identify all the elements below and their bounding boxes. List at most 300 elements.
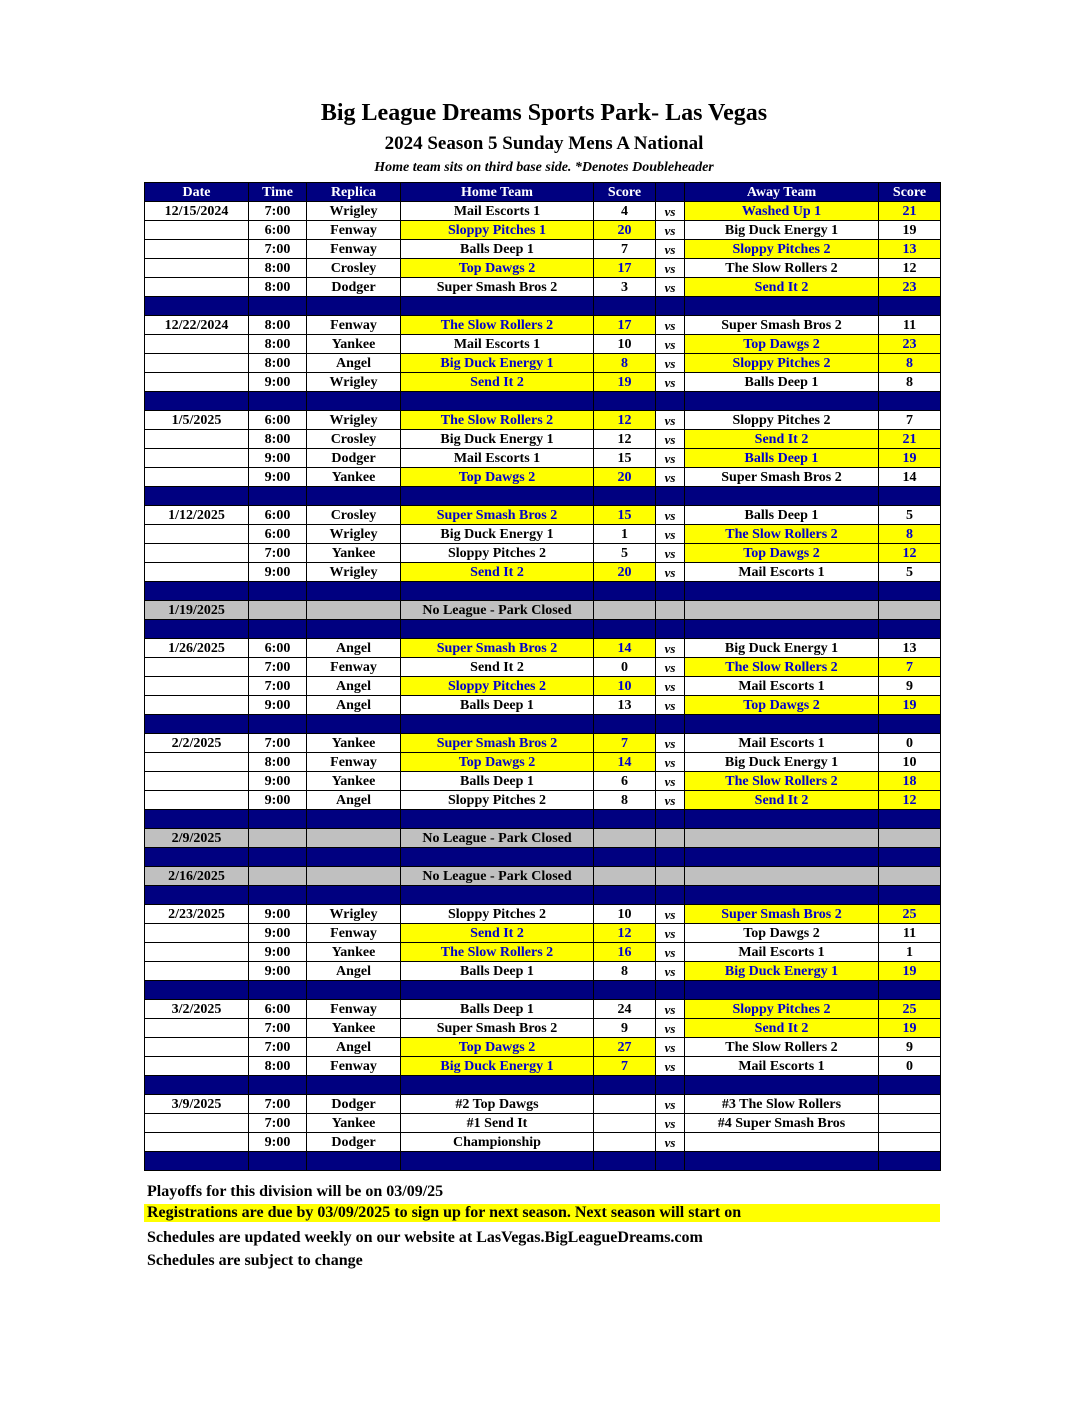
- game-row: [145, 468, 941, 487]
- time-cell: 6:00: [249, 1000, 307, 1019]
- home-team-cell: Big Duck Energy 1: [401, 525, 594, 544]
- date-cell: 1/12/2025: [145, 506, 249, 525]
- separator-cell: [249, 620, 307, 639]
- away-score-cell: 12: [879, 544, 941, 563]
- away-score-cell: 19: [879, 962, 941, 981]
- away-team-cell: Sloppy Pitches 2: [685, 354, 879, 373]
- game-row: [145, 373, 941, 392]
- separator-cell: [879, 392, 941, 411]
- home-score-cell: 10: [594, 335, 656, 354]
- date-cell: [145, 753, 249, 772]
- separator-cell: [401, 810, 594, 829]
- away-team-cell: Mail Escorts 1: [685, 563, 879, 582]
- vs-cell: vs: [656, 259, 685, 278]
- time-cell: 7:00: [249, 1095, 307, 1114]
- home-team-cell: Big Duck Energy 1: [401, 1057, 594, 1076]
- away-team-cell: Top Dawgs 2: [685, 544, 879, 563]
- field-cell: Dodger: [307, 1133, 401, 1152]
- away-score-cell: [879, 1133, 941, 1152]
- separator-cell: [685, 1152, 879, 1171]
- field-cell: Angel: [307, 354, 401, 373]
- vs-cell: vs: [656, 962, 685, 981]
- vs-cell: vs: [656, 240, 685, 259]
- home-team-cell: Send It 2: [401, 373, 594, 392]
- away-team-cell: Big Duck Energy 1: [685, 221, 879, 240]
- away-score-cell: 8: [879, 373, 941, 392]
- home-score-cell: 0: [594, 658, 656, 677]
- vs-cell: vs: [656, 639, 685, 658]
- home-team-cell: Super Smash Bros 2: [401, 639, 594, 658]
- away-team-cell: Big Duck Energy 1: [685, 962, 879, 981]
- separator-cell: [685, 886, 879, 905]
- home-team-cell: Big Duck Energy 1: [401, 354, 594, 373]
- separator-cell: [685, 392, 879, 411]
- separator-cell: [685, 981, 879, 1000]
- separator-cell: [307, 392, 401, 411]
- separator-cell: [656, 297, 685, 316]
- separator-cell: [249, 392, 307, 411]
- empty-cell: [656, 867, 685, 886]
- field-cell: Wrigley: [307, 202, 401, 221]
- separator-cell: [656, 1152, 685, 1171]
- time-cell: 9:00: [249, 1133, 307, 1152]
- vs-cell: vs: [656, 753, 685, 772]
- home-team-cell: Sloppy Pitches 1: [401, 221, 594, 240]
- home-team-cell: Sloppy Pitches 2: [401, 677, 594, 696]
- home-score-cell: [594, 1133, 656, 1152]
- separator-cell: [145, 1076, 249, 1095]
- date-cell: 1/19/2025: [145, 601, 249, 620]
- game-row: [145, 316, 941, 335]
- separator-cell: [879, 810, 941, 829]
- home-team-note: Home team sits on third base side. *Denotes Doubleheader: [374, 160, 714, 175]
- field-cell: Angel: [307, 791, 401, 810]
- away-score-cell: 21: [879, 202, 941, 221]
- time-cell: 6:00: [249, 525, 307, 544]
- home-team-cell: Top Dawgs 2: [401, 259, 594, 278]
- separator-cell: [594, 297, 656, 316]
- vs-cell: vs: [656, 563, 685, 582]
- away-score-cell: 13: [879, 639, 941, 658]
- schedule-table: [144, 182, 941, 1171]
- separator-cell: [685, 1076, 879, 1095]
- time-cell: 6:00: [249, 506, 307, 525]
- vs-cell: vs: [656, 1000, 685, 1019]
- date-cell: [145, 240, 249, 259]
- game-row: [145, 1095, 941, 1114]
- away-team-cell: Sloppy Pitches 2: [685, 1000, 879, 1019]
- separator-cell: [685, 297, 879, 316]
- time-cell: 9:00: [249, 772, 307, 791]
- home-team-cell: Super Smash Bros 2: [401, 506, 594, 525]
- date-cell: [145, 1038, 249, 1057]
- separator-cell: [879, 715, 941, 734]
- time-cell: 9:00: [249, 468, 307, 487]
- away-score-cell: 9: [879, 1038, 941, 1057]
- away-score-cell: 25: [879, 905, 941, 924]
- game-row: [145, 791, 941, 810]
- home-score-cell: 1: [594, 525, 656, 544]
- time-cell: 9:00: [249, 696, 307, 715]
- vs-cell: vs: [656, 449, 685, 468]
- away-score-cell: 11: [879, 316, 941, 335]
- separator-row: [145, 886, 941, 905]
- separator-cell: [145, 848, 249, 867]
- away-score-cell: 9: [879, 677, 941, 696]
- away-score-cell: 10: [879, 753, 941, 772]
- game-row: [145, 411, 941, 430]
- change-note: Schedules are subject to change: [147, 1252, 363, 1269]
- away-team-cell: Mail Escorts 1: [685, 943, 879, 962]
- home-score-cell: 16: [594, 943, 656, 962]
- field-cell: Angel: [307, 677, 401, 696]
- vs-cell: vs: [656, 1019, 685, 1038]
- separator-cell: [879, 848, 941, 867]
- date-cell: [145, 468, 249, 487]
- website-note: Schedules are updated weekly on our website at LasVegas.BigLeagueDreams.com: [147, 1229, 703, 1246]
- away-team-cell: Super Smash Bros 2: [685, 905, 879, 924]
- closed-row: [145, 601, 941, 620]
- home-score-cell: 8: [594, 354, 656, 373]
- separator-cell: [594, 981, 656, 1000]
- vs-cell: vs: [656, 316, 685, 335]
- away-team-cell: Top Dawgs 2: [685, 696, 879, 715]
- time-cell: 9:00: [249, 449, 307, 468]
- closed-notice: No League - Park Closed: [401, 867, 594, 886]
- game-row: [145, 696, 941, 715]
- away-score-cell: 8: [879, 354, 941, 373]
- away-team-cell: Top Dawgs 2: [685, 924, 879, 943]
- home-score-cell: 6: [594, 772, 656, 791]
- empty-cell: [685, 829, 879, 848]
- home-score-cell: 9: [594, 1019, 656, 1038]
- date-cell: [145, 544, 249, 563]
- home-score-cell: 7: [594, 1057, 656, 1076]
- field-cell: Yankee: [307, 1114, 401, 1133]
- field-cell: [307, 829, 401, 848]
- col-header-time: Time: [249, 183, 307, 202]
- empty-cell: [685, 601, 879, 620]
- home-score-cell: 10: [594, 905, 656, 924]
- game-row: [145, 962, 941, 981]
- time-cell: 6:00: [249, 411, 307, 430]
- home-team-cell: Sloppy Pitches 2: [401, 905, 594, 924]
- separator-cell: [656, 886, 685, 905]
- separator-cell: [249, 582, 307, 601]
- away-score-cell: 25: [879, 1000, 941, 1019]
- date-cell: [145, 1019, 249, 1038]
- date-cell: [145, 335, 249, 354]
- vs-cell: vs: [656, 525, 685, 544]
- separator-cell: [656, 620, 685, 639]
- separator-cell: [879, 620, 941, 639]
- separator-cell: [594, 715, 656, 734]
- away-team-cell: [685, 1133, 879, 1152]
- game-row: [145, 240, 941, 259]
- closed-row: [145, 829, 941, 848]
- game-row: [145, 772, 941, 791]
- field-cell: Fenway: [307, 316, 401, 335]
- field-cell: Wrigley: [307, 411, 401, 430]
- game-row: [145, 1133, 941, 1152]
- date-cell: [145, 449, 249, 468]
- closed-notice: No League - Park Closed: [401, 601, 594, 620]
- away-score-cell: [879, 1114, 941, 1133]
- away-score-cell: 14: [879, 468, 941, 487]
- game-row: [145, 544, 941, 563]
- vs-cell: vs: [656, 791, 685, 810]
- separator-cell: [401, 981, 594, 1000]
- time-cell: 8:00: [249, 1057, 307, 1076]
- away-score-cell: 5: [879, 563, 941, 582]
- home-team-cell: Super Smash Bros 2: [401, 1019, 594, 1038]
- time-cell: 7:00: [249, 544, 307, 563]
- separator-cell: [307, 715, 401, 734]
- time-cell: 9:00: [249, 791, 307, 810]
- vs-cell: vs: [656, 1095, 685, 1114]
- separator-cell: [401, 715, 594, 734]
- game-row: [145, 221, 941, 240]
- game-row: [145, 677, 941, 696]
- time-cell: 8:00: [249, 278, 307, 297]
- home-score-cell: 15: [594, 449, 656, 468]
- home-score-cell: 12: [594, 924, 656, 943]
- game-row: [145, 335, 941, 354]
- vs-cell: vs: [656, 943, 685, 962]
- separator-cell: [401, 297, 594, 316]
- col-header-home-team: Home Team: [401, 183, 594, 202]
- away-team-cell: #3 The Slow Rollers: [685, 1095, 879, 1114]
- separator-cell: [656, 392, 685, 411]
- empty-cell: [656, 601, 685, 620]
- away-score-cell: 12: [879, 791, 941, 810]
- table-header-row: [145, 183, 941, 202]
- away-team-cell: Sloppy Pitches 2: [685, 240, 879, 259]
- home-score-cell: 4: [594, 202, 656, 221]
- separator-row: [145, 1076, 941, 1095]
- separator-cell: [145, 981, 249, 1000]
- separator-cell: [145, 620, 249, 639]
- separator-row: [145, 981, 941, 1000]
- vs-cell: vs: [656, 430, 685, 449]
- game-row: [145, 753, 941, 772]
- separator-cell: [249, 886, 307, 905]
- away-team-cell: Balls Deep 1: [685, 506, 879, 525]
- time-cell: 7:00: [249, 1038, 307, 1057]
- separator-cell: [656, 715, 685, 734]
- away-team-cell: Big Duck Energy 1: [685, 639, 879, 658]
- col-header-date: Date: [145, 183, 249, 202]
- game-row: [145, 563, 941, 582]
- playoffs-note: Playoffs for this division will be on 03/09/25: [147, 1183, 444, 1200]
- away-score-cell: 19: [879, 1019, 941, 1038]
- date-cell: [145, 278, 249, 297]
- separator-cell: [685, 810, 879, 829]
- separator-cell: [879, 981, 941, 1000]
- home-score-cell: 24: [594, 1000, 656, 1019]
- separator-cell: [145, 392, 249, 411]
- field-cell: Wrigley: [307, 373, 401, 392]
- page-title: Big League Dreams Sports Park- Las Vegas: [320, 100, 768, 126]
- away-team-cell: #4 Super Smash Bros: [685, 1114, 879, 1133]
- field-cell: Angel: [307, 962, 401, 981]
- vs-cell: vs: [656, 411, 685, 430]
- separator-cell: [594, 810, 656, 829]
- vs-cell: vs: [656, 468, 685, 487]
- field-cell: Yankee: [307, 468, 401, 487]
- date-cell: 2/9/2025: [145, 829, 249, 848]
- separator-cell: [249, 487, 307, 506]
- empty-cell: [594, 601, 656, 620]
- field-cell: Angel: [307, 639, 401, 658]
- away-team-cell: Top Dawgs 2: [685, 335, 879, 354]
- vs-cell: vs: [656, 1114, 685, 1133]
- separator-cell: [145, 886, 249, 905]
- vs-cell: vs: [656, 677, 685, 696]
- away-team-cell: Send It 2: [685, 430, 879, 449]
- away-team-cell: Mail Escorts 1: [685, 1057, 879, 1076]
- home-team-cell: Championship: [401, 1133, 594, 1152]
- away-team-cell: Balls Deep 1: [685, 373, 879, 392]
- separator-cell: [594, 1152, 656, 1171]
- time-cell: 7:00: [249, 1019, 307, 1038]
- separator-cell: [307, 487, 401, 506]
- home-score-cell: 12: [594, 430, 656, 449]
- field-cell: Crosley: [307, 259, 401, 278]
- date-cell: [145, 943, 249, 962]
- separator-cell: [879, 886, 941, 905]
- field-cell: Fenway: [307, 924, 401, 943]
- vs-cell: vs: [656, 335, 685, 354]
- date-cell: [145, 563, 249, 582]
- game-row: [145, 734, 941, 753]
- empty-cell: [594, 829, 656, 848]
- date-cell: [145, 962, 249, 981]
- field-cell: Yankee: [307, 335, 401, 354]
- away-team-cell: Mail Escorts 1: [685, 677, 879, 696]
- date-cell: [145, 1133, 249, 1152]
- separator-cell: [401, 848, 594, 867]
- separator-cell: [594, 487, 656, 506]
- separator-row: [145, 848, 941, 867]
- away-score-cell: 7: [879, 658, 941, 677]
- time-cell: 9:00: [249, 962, 307, 981]
- separator-cell: [879, 1076, 941, 1095]
- away-score-cell: 8: [879, 525, 941, 544]
- separator-cell: [401, 1152, 594, 1171]
- time-cell: 8:00: [249, 430, 307, 449]
- game-row: [145, 1057, 941, 1076]
- empty-cell: [879, 829, 941, 848]
- separator-cell: [249, 810, 307, 829]
- home-team-cell: Balls Deep 1: [401, 240, 594, 259]
- away-team-cell: Send It 2: [685, 791, 879, 810]
- home-team-cell: Mail Escorts 1: [401, 335, 594, 354]
- home-score-cell: 17: [594, 259, 656, 278]
- field-cell: Dodger: [307, 449, 401, 468]
- col-header-replica: Replica: [307, 183, 401, 202]
- separator-cell: [401, 487, 594, 506]
- date-cell: [145, 696, 249, 715]
- separator-cell: [307, 1076, 401, 1095]
- away-team-cell: The Slow Rollers 2: [685, 1038, 879, 1057]
- field-cell: [307, 601, 401, 620]
- separator-cell: [307, 297, 401, 316]
- home-team-cell: Balls Deep 1: [401, 772, 594, 791]
- vs-cell: vs: [656, 221, 685, 240]
- date-cell: [145, 924, 249, 943]
- separator-row: [145, 487, 941, 506]
- separator-row: [145, 810, 941, 829]
- separator-cell: [249, 715, 307, 734]
- away-score-cell: 12: [879, 259, 941, 278]
- vs-cell: vs: [656, 373, 685, 392]
- away-team-cell: The Slow Rollers 2: [685, 259, 879, 278]
- field-cell: Dodger: [307, 1095, 401, 1114]
- separator-cell: [401, 392, 594, 411]
- home-team-cell: Big Duck Energy 1: [401, 430, 594, 449]
- home-team-cell: Send It 2: [401, 563, 594, 582]
- time-cell: 6:00: [249, 639, 307, 658]
- game-row: [145, 449, 941, 468]
- home-team-cell: Mail Escorts 1: [401, 202, 594, 221]
- time-cell: 7:00: [249, 240, 307, 259]
- separator-cell: [249, 981, 307, 1000]
- game-row: [145, 525, 941, 544]
- away-score-cell: 11: [879, 924, 941, 943]
- separator-row: [145, 620, 941, 639]
- field-cell: Wrigley: [307, 525, 401, 544]
- separator-cell: [656, 1076, 685, 1095]
- field-cell: Wrigley: [307, 905, 401, 924]
- separator-cell: [249, 1076, 307, 1095]
- vs-cell: vs: [656, 658, 685, 677]
- field-cell: Yankee: [307, 772, 401, 791]
- home-team-cell: The Slow Rollers 2: [401, 411, 594, 430]
- season-subtitle: 2024 Season 5 Sunday Mens A National: [384, 133, 704, 154]
- home-team-cell: The Slow Rollers 2: [401, 316, 594, 335]
- game-row: [145, 924, 941, 943]
- separator-cell: [307, 620, 401, 639]
- home-team-cell: Sloppy Pitches 2: [401, 544, 594, 563]
- home-team-cell: Top Dawgs 2: [401, 753, 594, 772]
- col-header-vs: [656, 183, 685, 202]
- separator-cell: [307, 810, 401, 829]
- empty-cell: [879, 867, 941, 886]
- separator-cell: [145, 1152, 249, 1171]
- vs-cell: vs: [656, 278, 685, 297]
- vs-cell: vs: [656, 772, 685, 791]
- date-cell: [145, 430, 249, 449]
- home-score-cell: 12: [594, 411, 656, 430]
- date-cell: [145, 791, 249, 810]
- vs-cell: vs: [656, 734, 685, 753]
- game-row: [145, 1000, 941, 1019]
- separator-cell: [307, 582, 401, 601]
- field-cell: [307, 867, 401, 886]
- game-row: [145, 1019, 941, 1038]
- away-score-cell: 1: [879, 943, 941, 962]
- date-cell: 2/23/2025: [145, 905, 249, 924]
- vs-cell: vs: [656, 354, 685, 373]
- home-score-cell: 19: [594, 373, 656, 392]
- home-team-cell: #1 Send It: [401, 1114, 594, 1133]
- home-team-cell: #2 Top Dawgs: [401, 1095, 594, 1114]
- col-header-home-score: Score: [594, 183, 656, 202]
- date-cell: 1/26/2025: [145, 639, 249, 658]
- field-cell: Fenway: [307, 1057, 401, 1076]
- separator-cell: [685, 715, 879, 734]
